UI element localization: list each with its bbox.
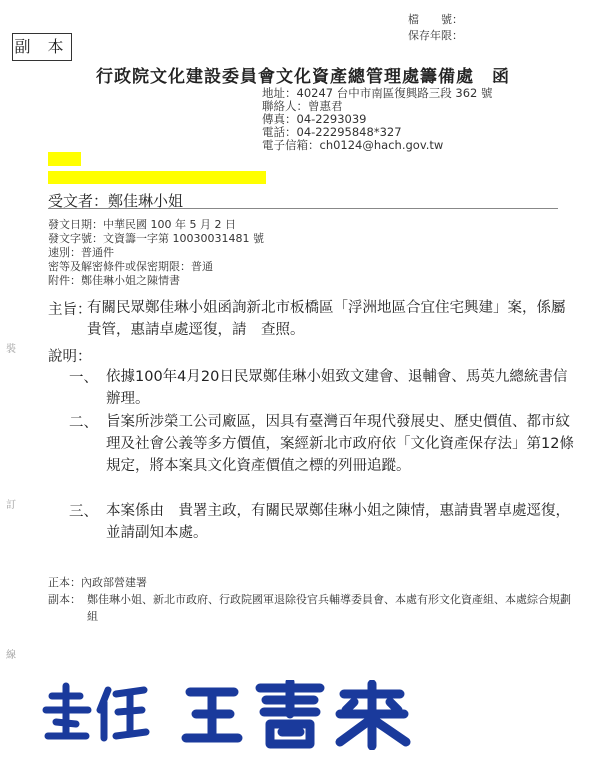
signature-image: [38, 680, 428, 750]
item-number: 二、: [69, 415, 98, 431]
binding-mark: 訂: [6, 500, 16, 511]
archive-info: [408, 12, 463, 44]
binding-mark: 裝: [6, 344, 16, 355]
delivery-speed: 速別：普通件: [48, 246, 114, 259]
issue-date: 發文日期：中華民國 100 年 5 月 2 日: [48, 218, 236, 231]
meta-block: [48, 218, 264, 288]
copy-stamp: 副 本: [12, 33, 72, 61]
cc-label: 副本：: [48, 593, 81, 606]
security-level: 密等及解密條件或保密期限：普通: [48, 260, 213, 273]
file-number-label: 檔 號：: [408, 13, 463, 26]
recipient: 受文者：鄭佳琳小姐: [48, 192, 184, 210]
document-title: 行政院文化建設委員會文化資產總管理處籌備處 函: [96, 67, 510, 87]
item-text: 本案係由 貴署主政，有關民眾鄭佳琳小姐之陳情，惠請貴署卓處逕復，並請副知本處。: [106, 503, 570, 541]
explanation-label: 說明：: [48, 349, 92, 365]
cc-recipients: 鄭佳琳小姐、新北市政府、行政院國軍退除役官兵輔導委員會、本處有形文化資產組、本處綜合規劃組: [87, 593, 571, 623]
divider: [48, 208, 558, 209]
retention-label: 保存年限：: [408, 29, 463, 42]
item-text: 旨案所涉榮工公司廠區，因具有臺灣百年現代發展史、歷史價值、都市紋理及社會公義等多方價值，案經新北市政府依「文化資產保存法」第12條規定，將本案具文化資產價值之標的列冊追蹤。: [106, 414, 574, 474]
contact-person: 聯絡人：曾惠君: [262, 99, 343, 113]
main-recipient: 正本：內政部營建署: [48, 576, 147, 589]
contact-fax: 傳真：04-2293039: [262, 112, 367, 126]
redaction-highlight: [48, 152, 81, 166]
contact-email: 電子信箱：ch0124@hach.gov.tw: [262, 138, 444, 152]
contact-phone: 電話：04-22295848*327: [262, 125, 402, 139]
subject-text: 有關民眾鄭佳琳小姐函詢新北市板橋區「浮洲地區合宜住宅興建」案，係屬 貴管，惠請卓處逕復，請 查照。: [87, 300, 580, 338]
subject-label: 主旨：: [48, 302, 92, 318]
contact-block: [262, 87, 493, 152]
redaction-highlight: [48, 171, 266, 184]
contact-address: 地址：40247 台中市南區復興路三段 362 號: [262, 86, 493, 100]
document-number: 發文字號：文資籌一字第 10030031481 號: [48, 232, 264, 245]
item-text: 依據100年4月20日民眾鄭佳琳小姐致文建會、退輔會、馬英九總統書信辦理。: [106, 369, 568, 407]
signature-stamp: [38, 680, 428, 754]
binding-mark: 線: [6, 650, 16, 661]
item-number: 一、: [69, 370, 98, 386]
attachment: 附件：鄭佳琳小姐之陳情書: [48, 274, 180, 287]
item-number: 三、: [69, 504, 98, 520]
